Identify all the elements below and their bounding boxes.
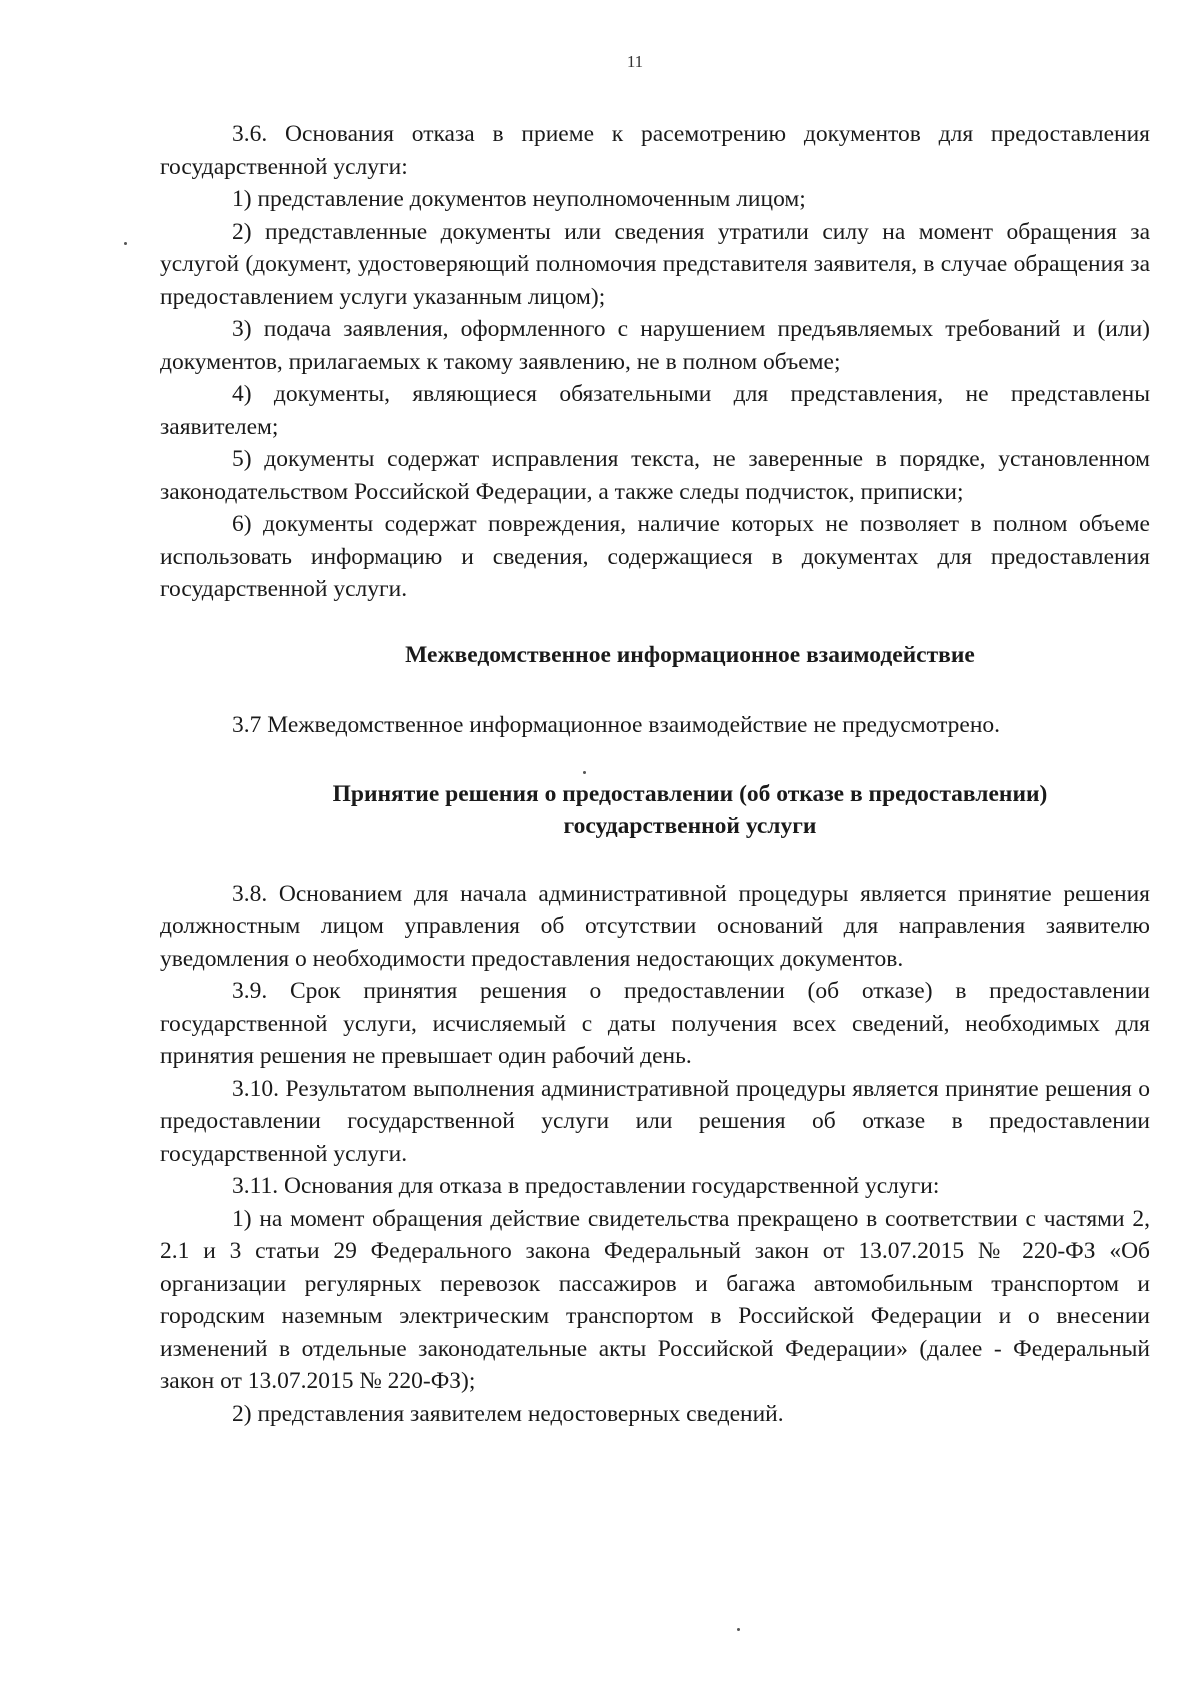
document-body — [160, 118, 1150, 1430]
section-3-11-item-1: 1) на момент обращения действие свидетельства прекращено в соответствии с частями 2, 2.1 и 3 статьи 29 Федерального закона Федеральный закон от 13.07.2015 № 220-ФЗ «Об организации регулярных перевозок пассажиров и багажа автомобильным транспортом и городским наземным электрическим транспортом в Российской Федерации и о внесении изменений в отдельные законодательные акты Российской Федерации» (далее - Федеральный закон от 13.07.2015 № 220-ФЗ); — [160, 1205, 1150, 1394]
heading-decision-line-2: государственной услуги — [563, 813, 817, 839]
scan-speck — [737, 1628, 740, 1631]
heading-interagency: Межведомственное информационное взаимодействие — [405, 641, 975, 668]
section-3-6-item-5: 5) документы содержат исправления текста, не заверенные в порядке, установленном законодательством Российской Федерации, а также следы подчисток, приписки; — [160, 446, 1150, 505]
page-number: 11 — [626, 52, 644, 71]
spacer — [160, 742, 1150, 778]
section-3-6-item-1: 1) представление документов неуполномоченным лицом; — [232, 186, 806, 212]
section-3-6-item-4: 4) документы, являющиеся обязательными для представления, не представлены заявителем; — [160, 381, 1150, 440]
section-3-7: 3.7 Межведомственное информационное взаимодействие не предусмотрено. — [232, 712, 1001, 738]
scan-speck — [583, 771, 586, 774]
scan-speck — [124, 242, 127, 245]
spacer — [160, 671, 1150, 709]
section-3-11-intro: 3.11. Основания для отказа в предоставлении государственной услуги: — [232, 1173, 940, 1199]
section-3-6-intro: 3.6. Основания отказа в приеме к расемотрению документов для предоставления государственной услуги: — [160, 121, 1150, 180]
section-3-10: 3.10. Результатом выполнения административной процедуры является принятие решения о предоставлении государственной услуги или решения об отказе в предоставлении государственной услуги. — [160, 1075, 1150, 1167]
spacer — [160, 606, 1150, 639]
section-3-6-item-2: 2) представленные документы или сведения утратили силу на момент обращения за услугой (документ, удостоверяющий полномочия представителя заявителя, в случае обращения за предоставлением услуги указанным лицом); — [160, 218, 1150, 310]
section-3-11-item-2: 2) представления заявителем недостоверных сведений. — [232, 1400, 784, 1427]
heading-decision-line-1: Принятие решения о предоставлении (об отказе в предоставлении) — [332, 780, 1048, 807]
spacer — [160, 843, 1150, 878]
section-3-9: 3.9. Срок принятия решения о предоставлении (об отказе) в предоставлении государственной услуги, исчисляемый с даты получения всех сведений, необходимых для принятия решения не превышает один рабочий день. — [160, 978, 1150, 1069]
section-3-6-item-3: 3) подача заявления, оформленного с нарушением предъявляемых требований и (или) документов, прилагаемых к такому заявлению, не в полном объеме; — [160, 316, 1150, 375]
section-3-8: 3.8. Основанием для начала административной процедуры является принятие решения должностным лицом управления об отсутствии оснований для направления заявителю уведомления о необходимости предоставления недостающих документов. — [160, 880, 1150, 972]
section-3-6-item-6: 6) документы содержат повреждения, наличие которых не позволяет в полном объеме использовать информацию и сведения, содержащиеся в документах для предоставления государственной услуги. — [160, 511, 1150, 602]
